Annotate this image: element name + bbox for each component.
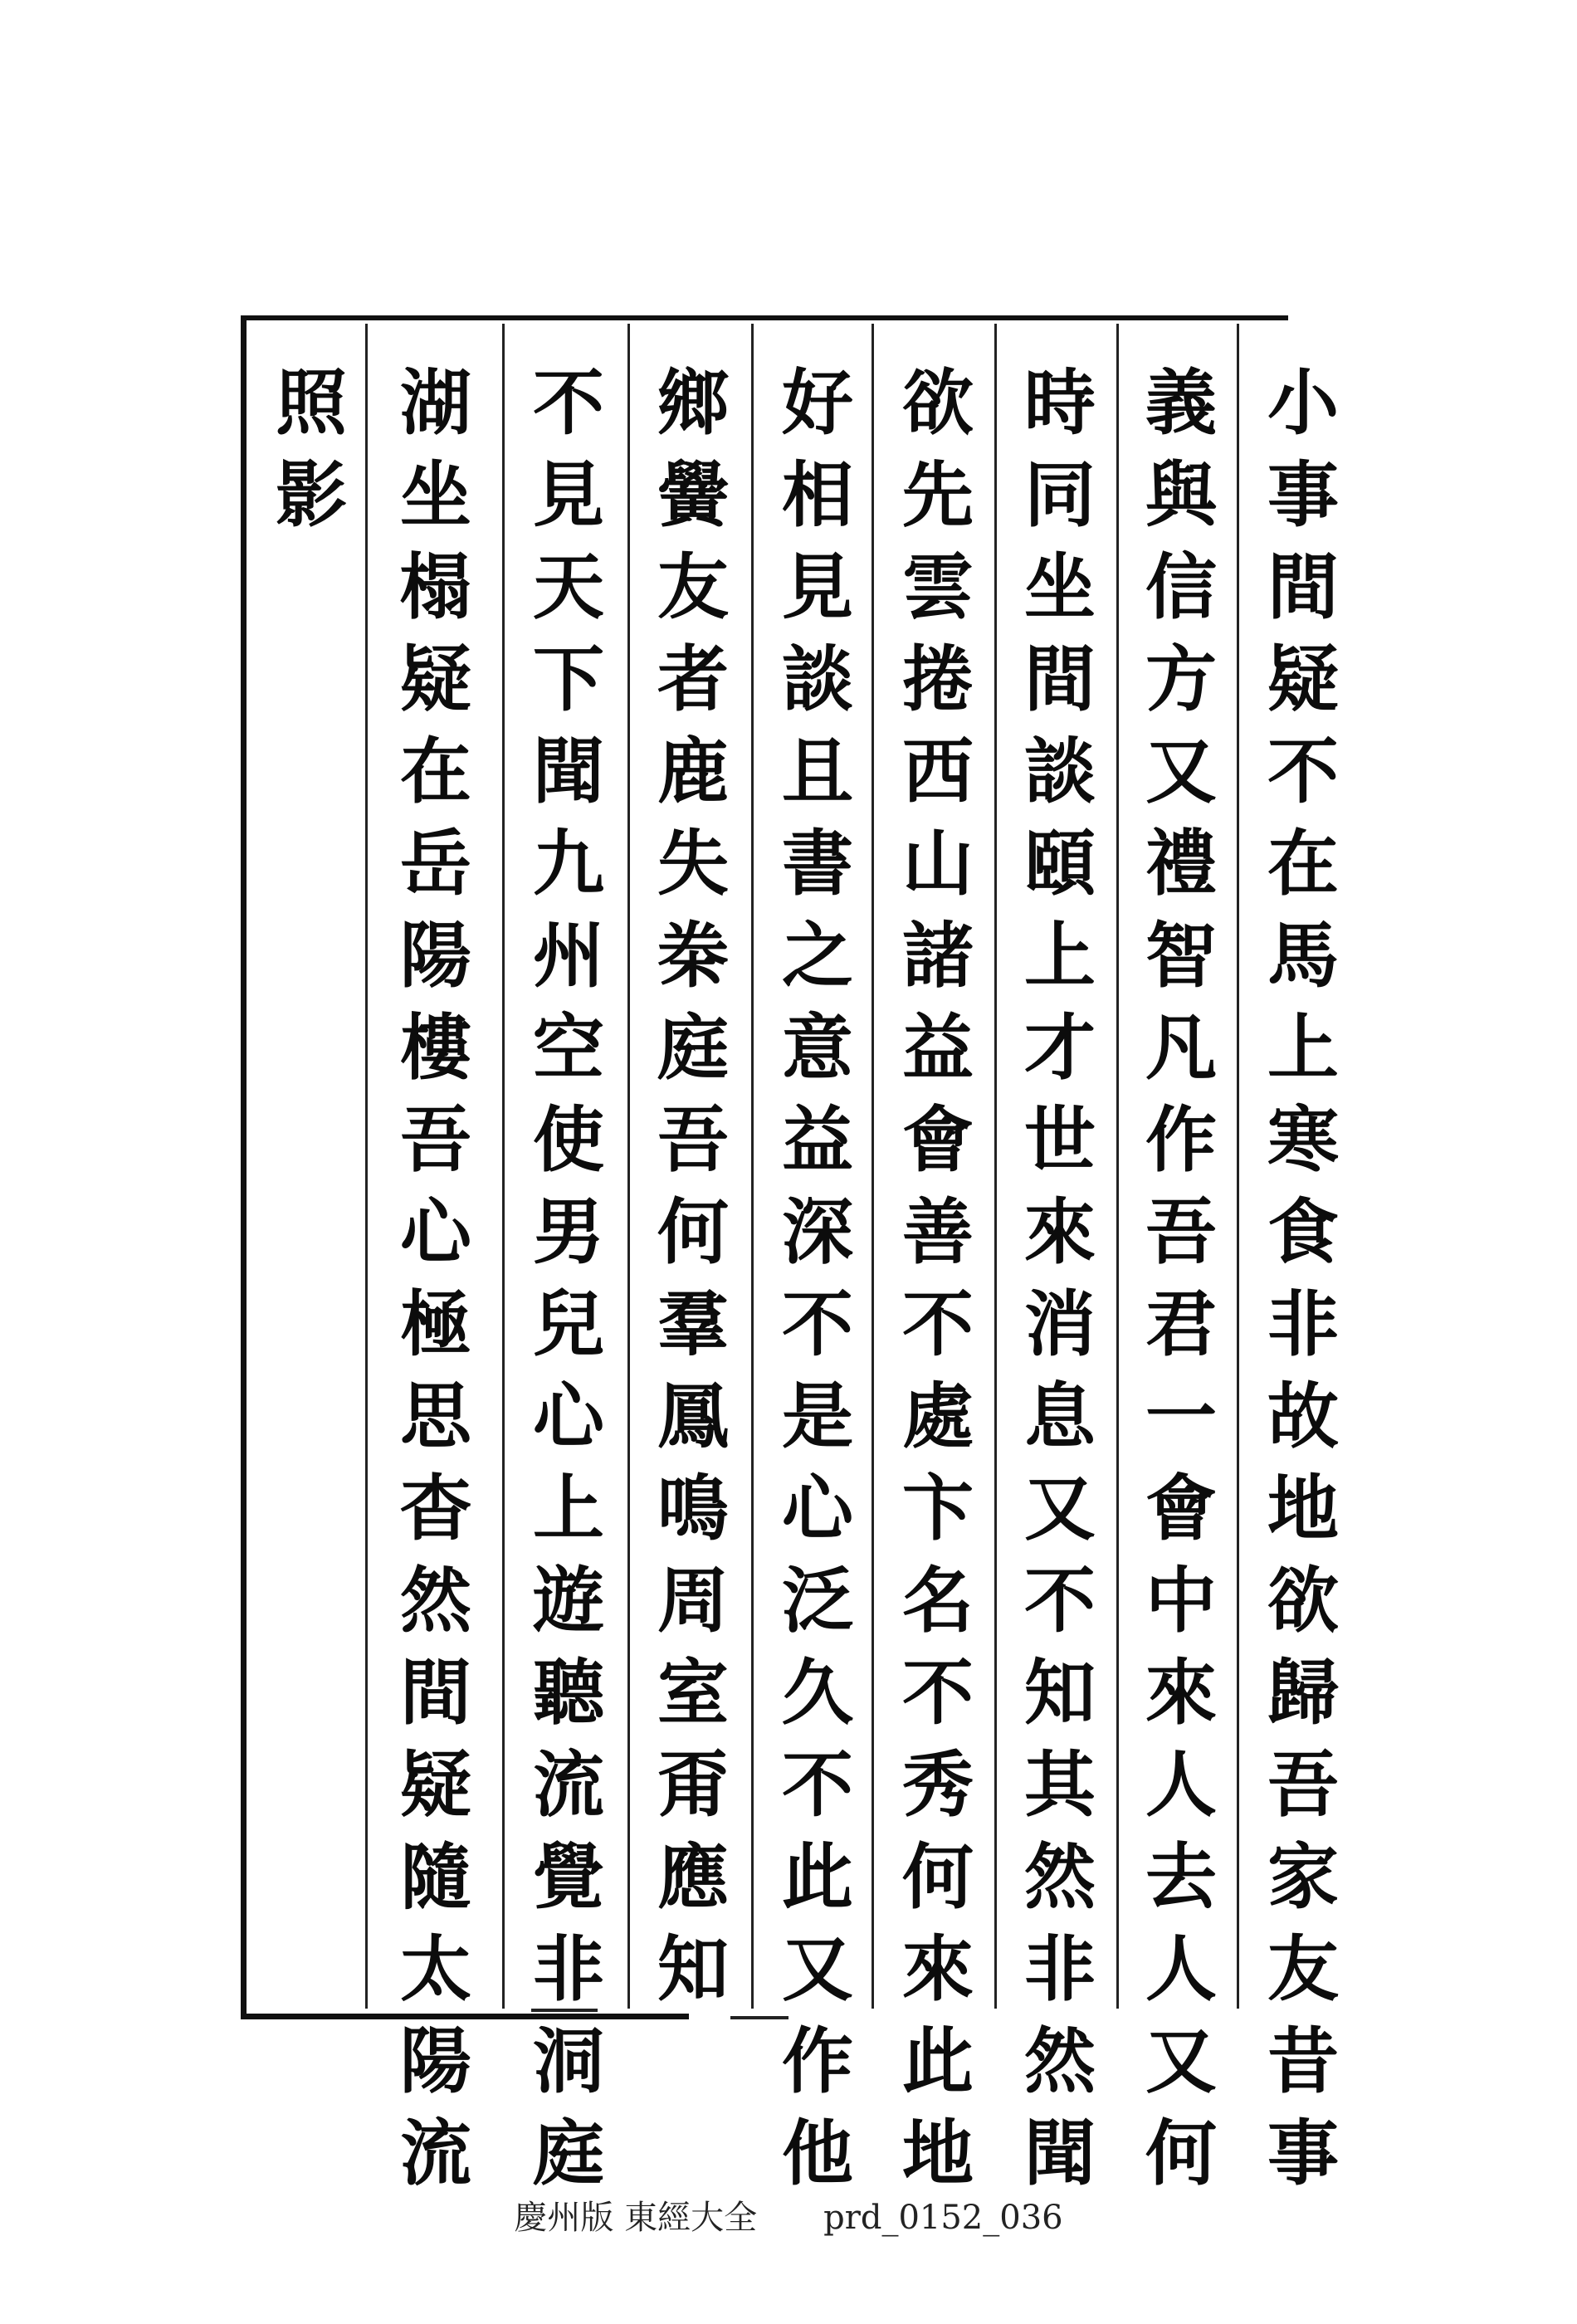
glyph: 頤: [1024, 822, 1096, 906]
glyph: 地: [902, 2112, 974, 2195]
glyph: 中: [1145, 1559, 1217, 1643]
left-border-rule: [241, 315, 247, 2019]
glyph: 來: [1145, 1651, 1217, 1735]
glyph: 此: [782, 1835, 853, 1919]
glyph: 然: [1024, 1835, 1096, 1919]
glyph: 何: [902, 1835, 974, 1919]
glyph: 故: [1267, 1374, 1339, 1458]
glyph: 卞: [902, 1467, 974, 1550]
glyph: 友: [1267, 1927, 1339, 2011]
glyph: 失: [657, 822, 729, 906]
glyph: 談: [782, 637, 853, 721]
glyph: 消: [1024, 1282, 1096, 1366]
glyph: 寒: [1267, 1098, 1339, 1182]
column-separator: [627, 324, 630, 2009]
glyph: 益: [902, 1006, 974, 1090]
glyph: 坐: [400, 453, 471, 537]
glyph: 信: [1145, 545, 1217, 629]
glyph: 不: [782, 1282, 853, 1366]
glyph: 會: [1145, 1467, 1217, 1550]
glyph: 捲: [902, 637, 974, 721]
column-separator: [365, 324, 368, 2009]
glyph: 見: [782, 545, 853, 629]
glyph: 流: [533, 1743, 604, 1827]
glyph: 此: [902, 2019, 974, 2103]
glyph: 庭: [657, 1006, 729, 1090]
glyph: 名: [902, 1559, 974, 1643]
glyph: 不: [782, 1743, 853, 1827]
glyph: 羣: [657, 1282, 729, 1366]
glyph: 友: [657, 545, 729, 629]
glyph: 非: [1267, 1282, 1339, 1366]
glyph: 小: [1267, 361, 1339, 445]
glyph: 使: [533, 1098, 604, 1182]
text-column-1: [1257, 357, 1349, 2200]
glyph: 久: [782, 1651, 853, 1735]
glyph: 來: [902, 1927, 974, 2011]
column-separator: [502, 324, 505, 2009]
glyph: 人: [1145, 1927, 1217, 2011]
glyph: 其: [1024, 1743, 1096, 1827]
glyph: 雲: [902, 545, 974, 629]
text-column-6: [647, 357, 739, 2015]
glyph: 太: [400, 1927, 471, 2011]
glyph: 聞: [533, 730, 604, 813]
glyph: 同: [1024, 453, 1096, 537]
glyph: 上: [1024, 914, 1096, 998]
glyph: 相: [782, 453, 853, 537]
glyph: 深: [782, 1190, 853, 1274]
glyph: 間: [1024, 637, 1096, 721]
glyph: 會: [902, 1098, 974, 1182]
glyph: 息: [1024, 1374, 1096, 1458]
glyph: 家: [1267, 1835, 1339, 1919]
glyph: 在: [1267, 822, 1339, 906]
glyph: 下: [533, 637, 604, 721]
glyph: 榻: [400, 545, 471, 629]
glyph: 湖: [400, 361, 471, 445]
glyph: 非: [1024, 1927, 1096, 2011]
glyph: 欲: [1267, 1559, 1339, 1643]
glyph: 智: [1145, 914, 1217, 998]
glyph: 不: [533, 361, 604, 445]
text-column-3: [1014, 357, 1106, 2200]
glyph: 何: [657, 1190, 729, 1274]
top-border-rule: [241, 315, 1288, 320]
column-separator: [751, 324, 754, 2009]
glyph: 又: [1145, 730, 1217, 813]
glyph: 又: [782, 1927, 853, 2011]
glyph: 極: [400, 1282, 471, 1366]
glyph: 隨: [400, 1835, 471, 1919]
glyph: 知: [657, 1927, 729, 2011]
glyph: 談: [1024, 730, 1096, 813]
glyph: 諸: [902, 914, 974, 998]
glyph: 吾: [657, 1098, 729, 1182]
page-footer: [0, 2191, 1577, 2239]
glyph: 樓: [400, 1006, 471, 1090]
glyph: 去: [1145, 1835, 1217, 1919]
glyph: 且: [782, 730, 853, 813]
glyph: 山: [902, 822, 974, 906]
glyph: 歸: [1267, 1651, 1339, 1735]
text-column-7: [523, 357, 614, 2200]
glyph: 鄉: [657, 361, 729, 445]
glyph: 影: [276, 453, 347, 537]
glyph: 間: [400, 1651, 471, 1735]
glyph: 作: [1145, 1098, 1217, 1182]
glyph: 思: [400, 1374, 471, 1458]
glyph: 西: [902, 730, 974, 813]
glyph: 馬: [1267, 914, 1339, 998]
glyph: 吾: [400, 1098, 471, 1182]
glyph: 禮: [1145, 822, 1217, 906]
glyph: 聞: [1024, 2112, 1096, 2195]
glyph: 心: [400, 1190, 471, 1274]
column-separator: [994, 324, 997, 2009]
glyph: 照: [276, 361, 347, 445]
glyph: 鹿: [657, 730, 729, 813]
glyph: 陽: [400, 914, 471, 998]
glyph: 上: [533, 1467, 604, 1550]
glyph: 不: [902, 1651, 974, 1735]
glyph: 事: [1267, 2112, 1339, 2195]
glyph: 不: [902, 1282, 974, 1366]
text-column-8: [390, 357, 481, 2200]
glyph: 秀: [902, 1743, 974, 1827]
glyph: 義: [1145, 361, 1217, 445]
glyph: 作: [782, 2019, 853, 2103]
footer-title: 慶州版 東經大全: [514, 2199, 758, 2237]
glyph: 之: [782, 914, 853, 998]
glyph: 在: [400, 730, 471, 813]
glyph: 室: [657, 1651, 729, 1735]
glyph: 心: [533, 1374, 604, 1458]
glyph: 善: [902, 1190, 974, 1274]
glyph: 方: [1145, 637, 1217, 721]
glyph: 又: [1145, 2019, 1217, 2103]
glyph: 應: [657, 1835, 729, 1919]
glyph: 鳳: [657, 1374, 729, 1458]
glyph: 杳: [400, 1467, 471, 1550]
glyph: 欲: [902, 361, 974, 445]
glyph: 然: [400, 1559, 471, 1643]
glyph: 桊: [657, 914, 729, 998]
glyph: 坐: [1024, 545, 1096, 629]
text-column-2: [1135, 357, 1227, 2200]
glyph: 先: [902, 453, 974, 537]
glyph: 甭: [657, 1743, 729, 1827]
glyph: 覺: [533, 1835, 604, 1919]
glyph: 好: [782, 361, 853, 445]
glyph: 空: [533, 1006, 604, 1090]
glyph: 疑: [1267, 637, 1339, 721]
glyph: 來: [1024, 1190, 1096, 1274]
glyph: 庭: [533, 2112, 604, 2195]
column-separator: [1116, 324, 1119, 2009]
glyph: 聽: [533, 1651, 604, 1735]
column-separator: [872, 324, 874, 2009]
glyph: 天: [533, 545, 604, 629]
text-column-5: [772, 357, 863, 2200]
glyph: 事: [1267, 453, 1339, 537]
glyph: 非: [533, 1927, 604, 2011]
glyph: 心: [782, 1467, 853, 1550]
glyph: 岳: [400, 822, 471, 906]
footer-code: prd_0152_036: [823, 2199, 1063, 2237]
glyph: 食: [1267, 1190, 1339, 1274]
glyph: 州: [533, 914, 604, 998]
glyph: 凡: [1145, 1006, 1217, 1090]
glyph: 周: [657, 1559, 729, 1643]
glyph: 昔: [1267, 2019, 1339, 2103]
glyph: 是: [782, 1374, 853, 1458]
glyph: 地: [1267, 1467, 1339, 1550]
column-separator: [1237, 324, 1239, 2009]
glyph: 者: [657, 637, 729, 721]
glyph: 何: [1145, 2112, 1217, 2195]
glyph: 流: [400, 2112, 471, 2195]
glyph: 上: [1267, 1006, 1339, 1090]
glyph: 處: [902, 1374, 974, 1458]
glyph: 陽: [400, 2019, 471, 2103]
glyph: 然: [1024, 2019, 1096, 2103]
glyph: 鳴: [657, 1467, 729, 1550]
glyph: 男: [533, 1190, 604, 1274]
glyph: 一: [1145, 1374, 1217, 1458]
glyph: 洞: [533, 2019, 604, 2103]
glyph: 又: [1024, 1467, 1096, 1550]
glyph: 九: [533, 822, 604, 906]
glyph: 知: [1024, 1651, 1096, 1735]
glyph: 世: [1024, 1098, 1096, 1182]
glyph: 見: [533, 453, 604, 537]
glyph: 遊: [533, 1559, 604, 1643]
glyph: 與: [1145, 453, 1217, 537]
glyph: 不: [1267, 730, 1339, 813]
glyph: 吾: [1267, 1743, 1339, 1827]
text-column-9: [266, 357, 357, 541]
glyph: 疑: [400, 637, 471, 721]
glyph: 疑: [400, 1743, 471, 1827]
glyph: 意: [782, 1006, 853, 1090]
glyph: 君: [1145, 1282, 1217, 1366]
glyph: 間: [1267, 545, 1339, 629]
glyph: 時: [1024, 361, 1096, 445]
glyph: 才: [1024, 1006, 1096, 1090]
glyph: 他: [782, 2112, 853, 2195]
glyph: 人: [1145, 1743, 1217, 1827]
text-column-4: [892, 357, 984, 2200]
glyph: 吾: [1145, 1190, 1217, 1274]
glyph: 不: [1024, 1559, 1096, 1643]
glyph: 益: [782, 1098, 853, 1182]
glyph: 黌: [657, 453, 729, 537]
glyph: 書: [782, 822, 853, 906]
glyph: 泛: [782, 1559, 853, 1643]
glyph: 兒: [533, 1282, 604, 1366]
